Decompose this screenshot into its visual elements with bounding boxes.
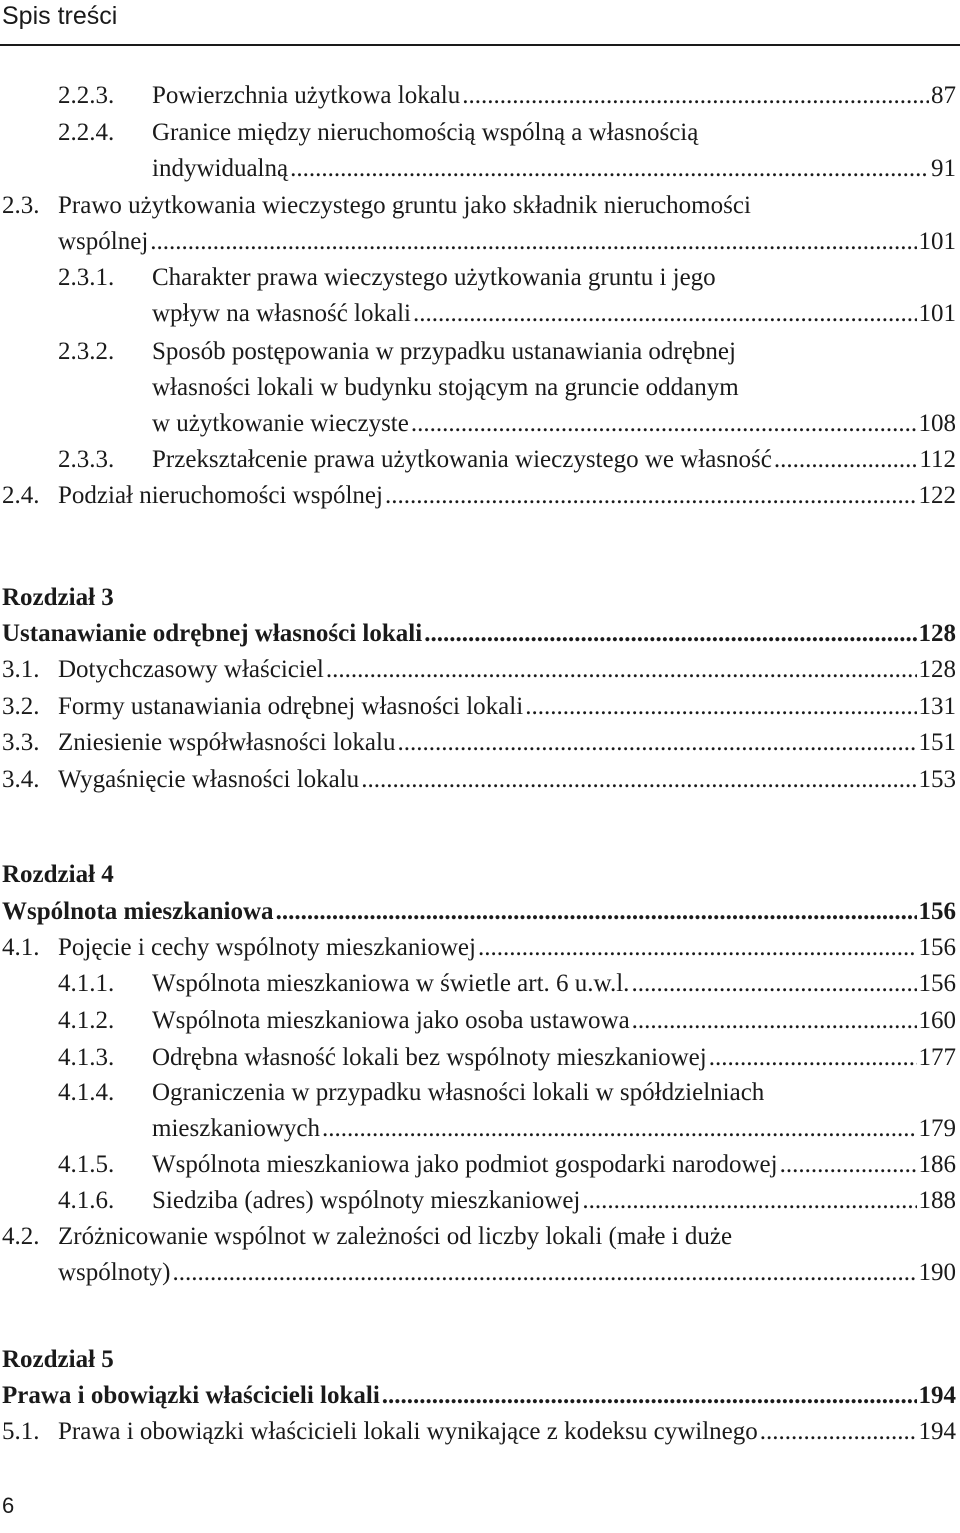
dot-leader (290, 151, 929, 187)
entry-number: 2.2.4. (58, 119, 115, 146)
entry-title: Wspólnota mieszkaniowa w świetle art. 6 u.w.l. (152, 970, 630, 997)
page-number: 6 (2, 1493, 15, 1518)
entry-page: 151 (918, 729, 956, 756)
entry-title: wspólnej (58, 228, 149, 255)
dot-leader (462, 78, 929, 114)
entry-page: 153 (918, 766, 956, 793)
entry-title: Podział nieruchomości wspólnej (58, 482, 383, 509)
dot-leader (582, 1183, 916, 1219)
entry-number: 4.1.1. (58, 970, 115, 997)
entry-page: 128 (918, 656, 956, 683)
entry-title-line: Ograniczenia w przypadku własności lokali w spółdzielniach (152, 1079, 765, 1106)
entry-page: 188 (918, 1187, 956, 1214)
entry-number: 2.3.2. (58, 338, 115, 365)
entry-page: 194 (918, 1418, 956, 1445)
chapter-page: 128 (918, 620, 956, 647)
dot-leader (413, 296, 917, 332)
entry-title-line: Charakter prawa wieczystego użytkowania gruntu i jego (152, 264, 716, 291)
entry-title-line: Zróżnicowanie wspólnot w zależności od liczby lokali (małe i duże (58, 1223, 733, 1250)
entry-page: 122 (918, 482, 956, 509)
dot-leader (760, 1414, 917, 1450)
dot-leader (361, 762, 916, 798)
dot-leader (709, 1040, 917, 1076)
entry-number: 3.4. (2, 766, 40, 793)
entry-page: 101 (918, 300, 956, 327)
entry-page: 160 (918, 1007, 956, 1034)
chapter-label: Rozdział 4 (2, 861, 114, 888)
entry-page: 87 (931, 82, 956, 109)
entry-number: 4.1.5. (58, 1151, 115, 1178)
entry-number: 4.1.3. (58, 1044, 115, 1071)
entry-number: 4.2. (2, 1223, 40, 1250)
entry-page: 190 (918, 1259, 956, 1286)
header-title: Spis treści (2, 2, 118, 30)
entry-page: 156 (918, 934, 956, 961)
page-header (0, 0, 960, 46)
dot-leader (173, 1255, 917, 1291)
dot-leader (411, 406, 917, 442)
entry-title: Prawa i obowiązki właścicieli lokali wynikające z kodeksu cywilnego (58, 1418, 758, 1445)
entry-title: Przekształcenie prawa użytkowania wieczystego we własność (152, 446, 772, 473)
dot-leader (326, 652, 917, 688)
dot-leader (397, 725, 916, 761)
entry-number: 4.1.6. (58, 1187, 115, 1214)
entry-page: 186 (918, 1151, 956, 1178)
entry-number: 2.3.3. (58, 446, 115, 473)
entry-number: 2.3. (2, 192, 40, 219)
entry-number: 4.1.4. (58, 1079, 115, 1106)
dot-leader (150, 224, 916, 260)
dot-leader (525, 689, 916, 725)
dot-leader (631, 966, 916, 1002)
dot-leader (385, 478, 917, 514)
dot-leader (276, 894, 917, 930)
entry-number: 4.1.2. (58, 1007, 115, 1034)
entry-page: 108 (918, 410, 956, 437)
chapter-title: Wspólnota mieszkaniowa (2, 898, 274, 925)
chapter-page: 194 (918, 1382, 956, 1409)
toc-entry[interactable] (0, 260, 960, 332)
entry-page: 131 (918, 693, 956, 720)
dot-leader (632, 1003, 917, 1039)
entry-title: w użytkowanie wieczyste (152, 410, 409, 437)
entry-number: 3.3. (2, 729, 40, 756)
entry-title-line: Sposób postępowania w przypadku ustanawiania odrębnej (152, 338, 736, 365)
entry-page: 156 (918, 970, 956, 997)
entry-number: 5.1. (2, 1418, 40, 1445)
entry-page: 101 (918, 228, 956, 255)
entry-number: 2.3.1. (58, 264, 115, 291)
entry-title: Wspólnota mieszkaniowa jako osoba ustawowa (152, 1007, 630, 1034)
toc-entry[interactable] (0, 1075, 960, 1147)
entry-title: Zniesienie współwłasności lokalu (58, 729, 396, 756)
entry-title: wpływ na własność lokali (152, 300, 411, 327)
chapter-label: Rozdział 3 (2, 584, 114, 611)
entry-title: indywidualną (152, 155, 289, 182)
dot-leader (424, 616, 916, 652)
entry-page: 179 (918, 1115, 956, 1142)
entry-number: 3.2. (2, 693, 40, 720)
entry-number: 2.4. (2, 482, 40, 509)
dot-leader (478, 930, 917, 966)
entry-title: wspólnoty) (58, 1259, 171, 1286)
dot-leader (780, 1147, 917, 1183)
entry-title: Formy ustanawiania odrębnej własności lokali (58, 693, 524, 720)
chapter-title: Prawa i obowiązki właścicieli lokali (2, 1382, 380, 1409)
entry-page: 112 (919, 446, 956, 473)
dot-leader (774, 442, 918, 478)
entry-number: 3.1. (2, 656, 40, 683)
entry-page: 91 (931, 155, 956, 182)
toc-entry[interactable] (0, 188, 960, 260)
entry-title: Powierzchnia użytkowa lokalu (152, 82, 461, 109)
chapter-label: Rozdział 5 (2, 1346, 114, 1373)
toc-entry[interactable] (0, 1219, 960, 1291)
toc-entry[interactable] (0, 115, 960, 187)
entry-number: 2.2.3. (58, 82, 115, 109)
entry-title: Wspólnota mieszkaniowa jako podmiot gospodarki narodowej (152, 1151, 778, 1178)
entry-title: mieszkaniowych (152, 1115, 321, 1142)
dot-leader (322, 1111, 916, 1147)
entry-title-line: Prawo użytkowania wieczystego gruntu jako składnik nieruchomości (58, 192, 751, 219)
chapter-page: 156 (918, 898, 956, 925)
entry-title: Pojęcie i cechy wspólnoty mieszkaniowej (58, 934, 476, 961)
entry-title: Siedziba (adres) wspólnoty mieszkaniowej (152, 1187, 581, 1214)
dot-leader (382, 1378, 917, 1414)
entry-title: Dotychczasowy właściciel (58, 656, 324, 683)
entry-title: Wygaśnięcie własności lokalu (58, 766, 360, 793)
entry-number: 4.1. (2, 934, 40, 961)
entry-title-line: własności lokali w budynku stojącym na gruncie oddanym (152, 374, 739, 401)
entry-page: 177 (918, 1044, 956, 1071)
entry-title: Odrębna własność lokali bez wspólnoty mieszkaniowej (152, 1044, 707, 1071)
chapter-title: Ustanawianie odrębnej własności lokali (2, 620, 423, 647)
entry-title-line: Granice między nieruchomością wspólną a własnością (152, 119, 699, 146)
toc-entry[interactable] (0, 334, 960, 442)
